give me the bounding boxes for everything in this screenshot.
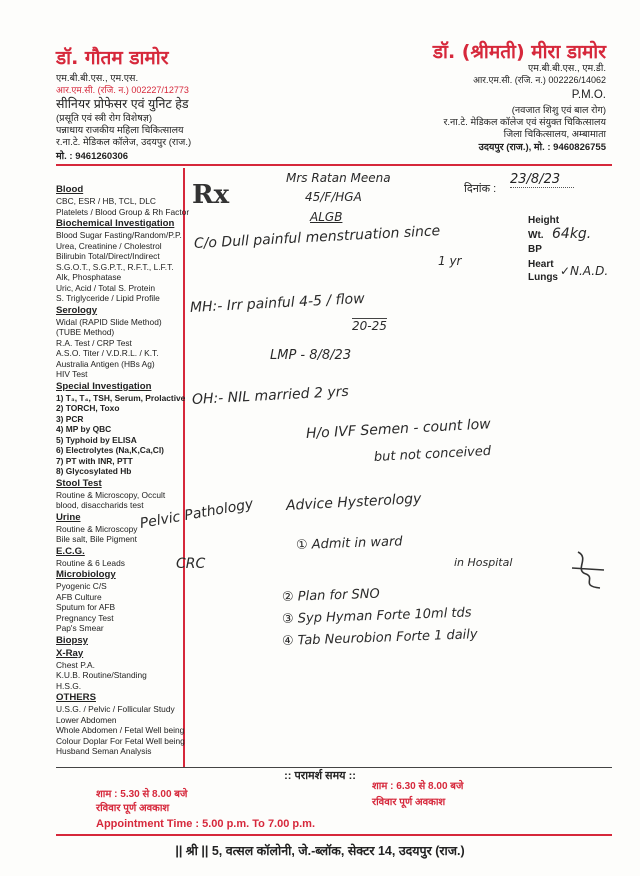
patient-age-sex: 45/F/HGA	[305, 190, 362, 204]
sidebar-section-heading: Blood	[56, 184, 84, 195]
sidebar-test-item: Bilirubin Total/Direct/Indirect	[56, 251, 160, 261]
sidebar-test-item: Chest P.A.	[56, 659, 95, 670]
sidebar-test-item: Pregnancy Test	[56, 612, 114, 623]
sidebar-test-item: Routine & 6 Leads	[56, 557, 125, 568]
menstrual-history: MH:- Irr painful 4-5 / flow	[189, 290, 366, 316]
left-doctor-dept: (प्रसूति एवं स्त्री रोग विशेषज्ञ)	[56, 113, 153, 124]
sidebar-test-item: Routine & Microscopy	[56, 523, 138, 534]
sidebar-test-item: CBC, ESR / HB, TCL, DLC	[56, 196, 156, 206]
sidebar-test-item: 2) TORCH, Toxo	[56, 403, 120, 413]
right-doctor-name: डॉ. (श्रीमती) मीरा डामोर	[432, 41, 606, 63]
sidebar-test-item: 4) MP by QBC	[56, 424, 112, 434]
right-doctor-hospital: जिला चिकित्सालय, अम्बामाता	[503, 129, 606, 140]
sidebar-section-heading: E.C.G.	[56, 545, 85, 557]
sidebar-test-item: K.U.B. Routine/Standing	[56, 670, 147, 680]
sidebar-test-item: Sputum for AFB	[56, 602, 116, 612]
sidebar-test-item: 5) Typhoid by ELISA	[56, 434, 137, 445]
sidebar-test-item: Pap's Smear	[56, 623, 104, 633]
obstetric-history: OH:- NIL married 2 yrs	[191, 383, 350, 408]
history-line-2: but not conceived	[373, 443, 492, 465]
sidebar-test-item: 1) T₃, T₄, TSH, Serum, Prolactive	[56, 392, 186, 403]
advice-line: Advice Hysterology	[285, 490, 422, 514]
sidebar-section-heading: Biopsy	[56, 634, 88, 646]
crc-note: CRC	[176, 556, 206, 572]
sidebar-test-item: Blood Sugar Fasting/Random/P.P.	[56, 230, 182, 240]
investigations-sidebar	[56, 184, 196, 757]
header-divider	[56, 164, 612, 166]
address-divider	[56, 834, 612, 836]
appointment-time: Appointment Time : 5.00 p.m. To 7.00 p.m.	[96, 818, 316, 830]
sidebar-test-item: 6) Electrolytes (Na,K,Ca,Cl)	[56, 445, 164, 455]
vitals-bp: BP	[528, 244, 542, 255]
right-sunday-note: रविवार पूर्ण अवकाश	[372, 797, 446, 808]
sidebar-test-item: U.S.G. / Pelvic / Follicular Study	[56, 704, 175, 714]
sidebar-test-item: Pyogenic C/S	[56, 581, 107, 591]
sidebar-section-heading: X-Ray	[56, 647, 84, 659]
sidebar-test-item: Whole Abdomen / Fetal Well being	[56, 725, 185, 735]
sidebar-section-heading: Stool Test	[56, 477, 102, 489]
vitals-heart-lungs-value: ✓N.A.D.	[560, 264, 609, 278]
sidebar-test-item: Bile salt, Bile Pigment	[56, 534, 137, 544]
left-doctor-mobile: मो. : 9461260306	[56, 151, 129, 162]
left-doctor-hospital: पन्नाधाय राजकीय महिला चिकित्सालय	[56, 125, 184, 136]
rx-item-1: ① Admit in ward	[295, 534, 403, 553]
date-label: दिनांक :	[464, 183, 497, 195]
sidebar-test-item: H.S.G.	[56, 680, 82, 691]
sidebar-test-item: Alk, Phosphatase	[56, 272, 122, 282]
vitals-lungs: Lungs	[528, 272, 558, 283]
sidebar-test-item: 7) PT with INR, PTT	[56, 455, 133, 466]
left-sunday-note: रविवार पूर्ण अवकाश	[96, 803, 170, 814]
left-evening-time: शाम : 5.30 से 8.00 बजे	[96, 789, 188, 800]
vitals-height: Height	[528, 215, 560, 226]
vitals-wt-value: 64kg.	[552, 226, 592, 242]
consult-time-label: :: परामर्श समय ::	[284, 770, 356, 782]
sidebar-test-item: Urea, Creatinine / Cholestrol	[56, 240, 162, 251]
sidebar-section-heading: Microbiology	[56, 569, 116, 580]
sidebar-test-item: S. Triglyceride / Lipid Profile	[56, 293, 160, 303]
sidebar-test-item: AFB Culture	[56, 591, 102, 602]
sidebar-test-item: Widal (RAPID Slide Method)	[56, 316, 162, 327]
right-doctor-reg: आर.एम.सी. (रजि. न.) 002226/14062	[473, 75, 606, 85]
rx-item-3-text: ③ Syp Hyman Forte 10ml tds	[281, 605, 472, 627]
right-evening-time: शाम : 6.30 से 8.00 बजे	[372, 781, 464, 792]
menstrual-cycle: 20-25	[352, 319, 387, 333]
sidebar-test-item: Routine & Microscopy, Occult	[56, 489, 166, 500]
sidebar-test-item: R.A. Test / CRP Test	[56, 337, 132, 348]
vitals-wt: Wt.	[528, 230, 544, 241]
sidebar-test-item: HIV Test	[56, 369, 88, 379]
sidebar-test-item: Platelets / Blood Group & Rh Factor	[56, 206, 190, 217]
clinic-address: || श्री || 5, वत्सल कॉलोनी, जे.-ब्लॉक, सेक्टर 14, उदयपुर (राज.)	[175, 844, 465, 858]
sidebar-section-heading: OTHERS	[56, 692, 96, 703]
left-doctor-title: सीनियर प्रोफेसर एवं युनिट हेड	[56, 97, 189, 111]
patient-gravida: ALGB	[310, 210, 343, 224]
sidebar-section-heading: Urine	[56, 511, 81, 523]
complaint-line-1: C/o Dull painful menstruation since	[193, 223, 441, 252]
sidebar-test-item: 3) PCR	[56, 413, 84, 424]
rx-symbol: Rx	[192, 180, 230, 210]
left-doctor-college: र.ना.टे. मेडिकल कॉलेज, उदयपुर (राज.)	[56, 137, 192, 148]
sidebar-test-item: Uric, Acid / Total S. Protein	[56, 282, 155, 293]
complaint-line-2: 1 yr	[438, 254, 462, 268]
date-value: 23/8/23	[510, 172, 574, 188]
sidebar-section-heading: Special Investigation	[56, 380, 152, 392]
vitals-heart: Heart	[528, 259, 554, 270]
rx-item-4: ④ Tab Neurobion Forte 1 daily	[281, 627, 478, 649]
sidebar-test-item: 8) Glycosylated Hb	[56, 466, 132, 476]
sidebar-section-heading: Serology	[56, 304, 98, 316]
sidebar-test-item: Colour Doplar For Fetal Well being	[56, 735, 185, 746]
patient-name: Mrs Ratan Meena	[286, 171, 391, 185]
right-doctor-college: र.ना.टे. मेडिकल कॉलेज एवं संयुक्त चिकित्सालय	[443, 117, 606, 128]
rx-item-1b: in Hospital	[454, 556, 513, 569]
signature	[570, 548, 610, 592]
left-doctor-reg: आर.एम.सी. (रजि. न.) 002227/12773	[56, 85, 189, 95]
right-doctor-mobile: उदयपुर (राज.), मो. : 9460826755	[478, 142, 606, 153]
lmp-date: LMP - 8/8/23	[270, 348, 352, 363]
sidebar-test-item: S.G.O.T., S.G.P.T., R.F.T., L.F.T.	[56, 261, 174, 272]
sidebar-section-heading: Biochemical Investigation	[56, 218, 175, 229]
sidebar-test-item: blood, disaccharids test	[56, 500, 144, 510]
pelvic-pathology-note: Pelvic Pathology	[138, 496, 255, 532]
history-line-1: H/o IVF Semen - count low	[305, 416, 492, 442]
sidebar-test-item: Lower Abdomen	[56, 714, 117, 725]
right-doctor-degree: एम.बी.बी.एस., एम.डी.	[528, 63, 606, 74]
sidebar-test-item: Australia Antigen (HBs Ag)	[56, 358, 155, 369]
rx-item-2: ② Plan for SNO	[281, 586, 380, 605]
right-doctor-post: P.M.O.	[571, 89, 606, 101]
sidebar-test-item: (TUBE Method)	[56, 327, 115, 337]
left-doctor-degree: एम.बी.बी.एस., एम.एस.	[56, 73, 139, 84]
right-doctor-dept: (नवजात शिशु एवं बाल रोग)	[511, 105, 606, 116]
sidebar-test-item: A.S.O. Titer / V.D.R.L. / K.T.	[56, 348, 159, 358]
sidebar-test-item: Husband Seman Analysis	[56, 746, 152, 756]
left-doctor-name: डॉ. गौतम डामोर	[56, 47, 169, 69]
